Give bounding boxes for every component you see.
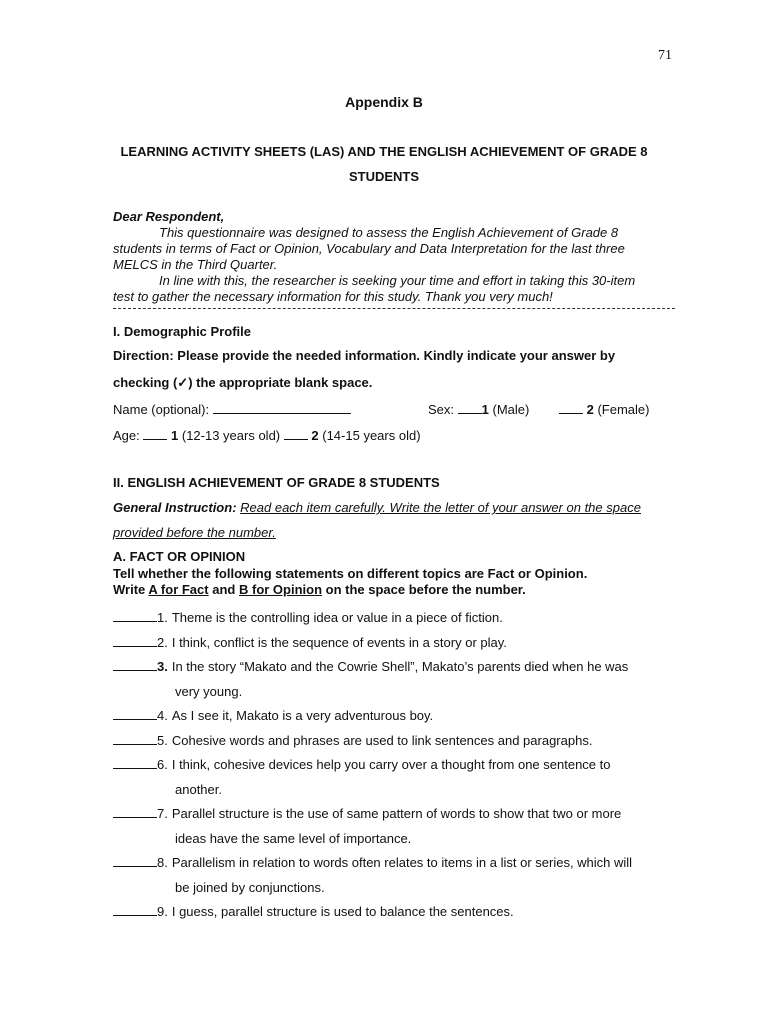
write-word: Write (113, 582, 146, 597)
item-number: 8. (157, 855, 168, 870)
general-instruction-text: Read each item carefully. Write the letter of your answer on the space (240, 500, 641, 515)
salutation: Dear Respondent, (113, 209, 225, 224)
list-item (113, 655, 693, 704)
section-demographic-title: I. Demographic Profile (113, 324, 251, 339)
item-number: 2. (157, 634, 168, 650)
fact-opinion-instruction: Tell whether the following statements on different topics are Fact or Opinion. (113, 566, 588, 581)
fact-opinion-items (113, 606, 693, 925)
item-text-cont: be joined by conjunctions. (175, 879, 325, 895)
item-number: 1. (157, 610, 168, 625)
item-number: 7. (157, 806, 168, 821)
sex-male-code: 1 (481, 402, 489, 417)
fact-key: A for Fact (148, 582, 209, 597)
answer-blank[interactable] (113, 729, 157, 745)
item-number: 4. (157, 708, 168, 723)
sex-male-label: (Male) (492, 402, 530, 417)
age-12-13-label: (12-13 years old) (181, 428, 281, 443)
list-item (113, 729, 693, 754)
dashed-divider (113, 308, 675, 309)
page-number: 71 (658, 48, 672, 63)
sex-label: Sex: (428, 402, 455, 417)
list-item (113, 851, 693, 900)
item-text: Theme is the controlling idea or value in a piece of fiction. (171, 610, 503, 625)
document-heading-line1: LEARNING ACTIVITY SHEETS (LAS) AND THE ENGLISH ACHIEVEMENT OF GRADE 8 (120, 144, 648, 159)
sex-female-code: 2 (586, 402, 594, 417)
item-number: 5. (157, 732, 168, 748)
list-item (113, 802, 693, 851)
item-text: Cohesive words and phrases are used to link sentences and paragraphs. (171, 732, 593, 748)
document-heading-line2: STUDENTS (348, 169, 420, 184)
age-14-15-blank[interactable] (284, 427, 308, 440)
intro-line: This questionnaire was designed to assess the English Achievement of Grade 8 (159, 225, 619, 240)
item-text: In the story “Makato and the Cowrie Shell”, Makato’s parents died when he was (171, 659, 629, 674)
name-field[interactable] (213, 401, 351, 414)
item-text-cont: another. (175, 781, 222, 797)
age-row (113, 427, 421, 443)
fact-opinion-write-row (113, 582, 526, 597)
name-label: Name (optional): (113, 402, 210, 417)
item-text: Parallel structure is the use of same pattern of words to show that two or more (171, 806, 622, 821)
item-number: 3. (157, 659, 168, 674)
item-text: Parallelism in relation to words often relates to items in a list or series, which will (171, 855, 633, 870)
subsection-fact-opinion-title: A. FACT OR OPINION (113, 549, 246, 564)
list-item (113, 606, 693, 631)
name-sex-row (113, 401, 713, 417)
answer-blank[interactable] (113, 606, 157, 622)
item-text: I guess, parallel structure is used to balance the sentences. (171, 904, 514, 919)
item-text-cont: ideas have the same level of importance. (175, 830, 412, 846)
intro-letter (113, 209, 678, 305)
direction-line2: checking (✓) the appropriate blank space. (113, 375, 373, 390)
sex-male-blank[interactable] (458, 401, 482, 414)
write-rest: on the space before the number. (325, 582, 526, 597)
age-label: Age: (113, 428, 140, 443)
section-achievement-title: II. ENGLISH ACHIEVEMENT OF GRADE 8 STUDENTS (113, 475, 440, 490)
item-text: I think, conflict is the sequence of events in a story or play. (171, 634, 507, 650)
direction-line1: Direction: Please provide the needed information. Kindly indicate your answer by (113, 348, 616, 363)
sex-female-label: (Female) (597, 402, 650, 417)
list-item (113, 900, 693, 925)
age-14-15-label: (14-15 years old) (322, 428, 421, 443)
general-instruction (113, 500, 683, 515)
item-text: As I see it, Makato is a very adventurous boy. (171, 708, 434, 723)
appendix-title: Appendix B (345, 94, 423, 110)
and-word: and (212, 582, 236, 597)
sex-female-blank[interactable] (559, 401, 583, 414)
opinion-key: B for Opinion (238, 582, 323, 597)
list-item (113, 631, 693, 656)
item-text-cont: very young. (175, 683, 243, 699)
intro-line: test to gather the necessary information for this study. Thank you very much! (113, 289, 553, 304)
answer-blank[interactable] (113, 900, 157, 916)
answer-blank[interactable] (113, 704, 157, 720)
answer-blank[interactable] (113, 655, 157, 671)
list-item (113, 753, 693, 802)
general-instruction-cont (113, 525, 276, 540)
intro-line: In line with this, the researcher is seeking your time and effort in taking this 30-item (159, 273, 636, 288)
list-item (113, 704, 693, 729)
item-text: I think, cohesive devices help you carry over a thought from one sentence to (171, 757, 611, 772)
item-number: 6. (157, 757, 168, 772)
general-instruction-label: General Instruction: (113, 500, 237, 515)
item-number: 9. (157, 904, 168, 919)
answer-blank[interactable] (113, 851, 157, 867)
age-14-15-code: 2 (311, 428, 319, 443)
sex-group (428, 401, 649, 417)
age-12-13-code: 1 (171, 428, 179, 443)
answer-blank[interactable] (113, 753, 157, 769)
age-12-13-blank[interactable] (143, 427, 167, 440)
answer-blank[interactable] (113, 631, 157, 647)
intro-line: MELCS in the Third Quarter. (113, 257, 278, 272)
general-instruction-text-cont: provided before the number. (113, 525, 276, 540)
intro-line: students in terms of Fact or Opinion, Vocabulary and Data Interpretation for the last three (113, 241, 625, 256)
answer-blank[interactable] (113, 802, 157, 818)
